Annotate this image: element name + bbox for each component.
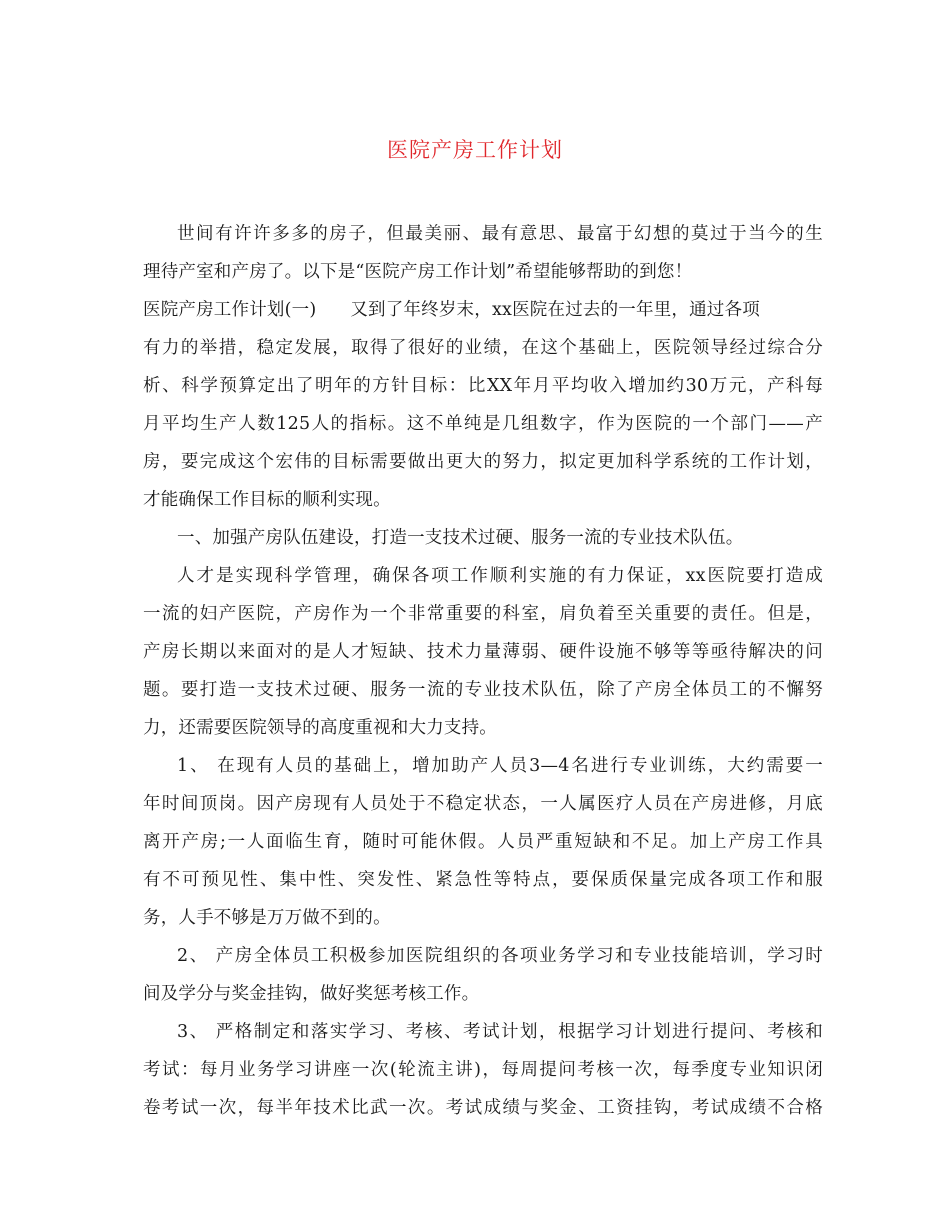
paragraph-line xyxy=(143,298,823,322)
list-item-line: 间及学分与奖金挂钩，做好奖惩考核工作。 xyxy=(143,984,480,1004)
paragraph-line: 有力的举措，稳定发展，取得了很好的业绩，在这个基础上，医院领导经过综合分 xyxy=(143,338,823,358)
document-title: 医院产房工作计划 xyxy=(387,138,563,162)
list-item-line: 卷考试一次，每半年技术比武一次。考试成绩与奖金、工资挂钩，考试成绩不合格 xyxy=(143,1098,823,1118)
list-item-line: 年时间顶岗。因产房现有人员处于不稳定状态，一人属医疗人员在产房进修，月底 xyxy=(143,794,823,814)
paragraph-line: 产房长期以来面对的是人才短缺、技术力量薄弱、硬件设施不够等等亟待解决的问 xyxy=(143,642,823,662)
paragraph-line: 题。要打造一支技术过硬、服务一流的专业技术队伍，除了产房全体员工的不懈努 xyxy=(143,680,823,700)
list-item-line: 1、 在现有人员的基础上，增加助产人员3—4名进行专业训练，大约需要一 xyxy=(177,756,823,776)
paragraph-line: 理待产室和产房了。以下是“医院产房工作计划”希望能够帮助的到您！ xyxy=(143,262,693,282)
list-item-line: 离开产房;一人面临生育，随时可能休假。人员严重短缺和不足。加上产房工作具 xyxy=(143,832,823,852)
list-item-line: 务，人手不够是万万做不到的。 xyxy=(143,908,391,928)
list-item-line: 有不可预见性、集中性、突发性、紧急性等特点，要保质保量完成各项工作和服 xyxy=(143,870,823,890)
paragraph-line: 人才是实现科学管理，确保各项工作顺利实施的有力保证，xx医院要打造成 xyxy=(177,566,823,586)
paragraph-line: 析、科学预算定出了明年的方针目标：比XX年月平均收入增加约30万元，产科每 xyxy=(143,376,823,396)
list-item-line: 2、 产房全体员工积极参加医院组织的各项业务学习和专业技能培训，学习时 xyxy=(177,946,823,966)
paragraph-line: 世间有许许多多的房子，但最美丽、最有意思、最富于幻想的莫过于当今的生 xyxy=(177,224,823,244)
paragraph-line: 月平均生产人数125人的指标。这不单纯是几组数字，作为医院的一个部门——产 xyxy=(143,414,823,434)
list-item-line: 3、 严格制定和落实学习、考核、考试计划，根据学习计划进行提问、考核和 xyxy=(177,1022,823,1042)
section-heading: 一、加强产房队伍建设，打造一支技术过硬、服务一流的专业技术队伍。 xyxy=(177,528,744,548)
list-item-line: 考试：每月业务学习讲座一次(轮流主讲)，每周提问考核一次，每季度专业知识闭 xyxy=(143,1060,823,1080)
paragraph-line: 力，还需要医院领导的高度重视和大力支持。 xyxy=(143,718,497,738)
paragraph-line: 一流的妇产医院，产房作为一个非常重要的科室，肩负着至关重要的责任。但是， xyxy=(143,604,823,624)
paragraph-line: 房，要完成这个宏伟的目标需要做出更大的努力，拟定更加科学系统的工作计划， xyxy=(143,452,823,472)
plan-intro-text: 又到了年终岁末，xx医院在过去的一年里，通过各项 xyxy=(350,300,760,320)
plan-heading: 医院产房工作计划(一) xyxy=(143,300,317,320)
paragraph-line: 才能确保工作目标的顺利实现。 xyxy=(143,490,391,510)
